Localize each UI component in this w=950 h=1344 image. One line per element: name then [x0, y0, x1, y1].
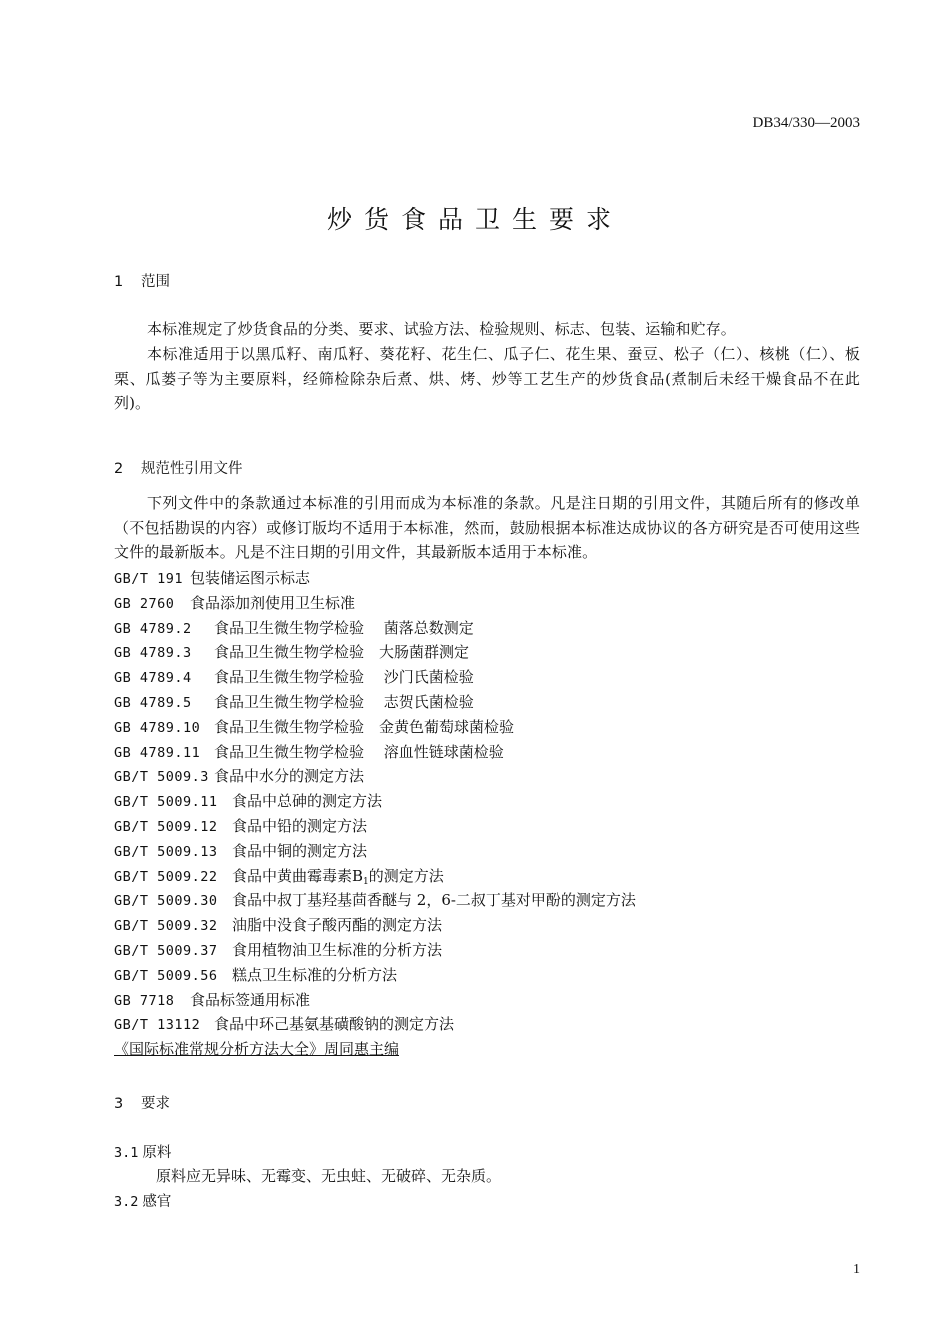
- normative-reference-list: [114, 566, 860, 1062]
- reference-code: GB 4789.11: [114, 744, 201, 761]
- reference-item: [114, 665, 860, 690]
- reference-code: GB/T 5009.11: [114, 794, 218, 811]
- reference-item: [114, 938, 860, 963]
- section-1-paragraph-2: 本标准适用于以黑瓜籽、南瓜籽、葵花籽、花生仁、瓜子仁、花生果、蚕豆、松子（仁）、核桃（仁）、板栗、瓜蒌子等为主要原料，经筛检除杂后煮、烘、烤、炒等工艺生产的炒货食品(煮制后未经干燥食品不在此列)。: [114, 345, 860, 412]
- reference-title: 食品卫生微生物学检验 志贺氏菌检验: [214, 692, 474, 711]
- reference-item: [114, 591, 860, 616]
- reference-title: 食品卫生微生物学检验 金黄色葡萄球菌检验: [214, 717, 515, 736]
- reference-code: GB/T 5009.12: [114, 818, 218, 835]
- reference-item: [114, 640, 860, 665]
- section-number: 2: [114, 461, 124, 477]
- reference-item: [114, 913, 860, 938]
- reference-code: GB/T 5009.32: [114, 918, 218, 935]
- section-3-heading: [114, 1092, 170, 1113]
- reference-code: GB/T 5009.37: [114, 942, 218, 959]
- reference-title: 食品卫生微生物学检验 溶血性链球菌检验: [214, 742, 504, 761]
- reference-code: GB/T 13112: [114, 1017, 201, 1034]
- reference-title: 食品中叔丁基羟基茴香醚与 2，6-二叔丁基对甲酚的测定方法: [232, 891, 636, 910]
- reference-title: 食品添加剂使用卫生标准: [190, 593, 356, 612]
- reference-item: [114, 566, 860, 591]
- reference-item: [114, 1037, 860, 1062]
- reference-item: [114, 715, 860, 740]
- reference-book: 《国际标准常规分析方法大全》周同惠主编: [114, 1040, 400, 1059]
- reference-title: 食品中总砷的测定方法: [232, 792, 383, 811]
- section-2-paragraph: 下列文件中的条款通过本标准的引用而成为本标准的条款。凡是注日期的引用文件，其随后所有的修改单（不包括勘误的内容）或修订版均不适用于本标准，然而，鼓励根据本标准达成协议的各方研究是否可使用这些文件的最新版本。凡是不注日期的引用文件，其最新版本适用于本标准。: [114, 494, 860, 561]
- subsection-3-1-text: 原料应无异味、无霉变、无虫蛀、无破碎、无杂质。: [156, 1167, 502, 1185]
- reference-title: 食品中环己基氨基磺酸钠的测定方法: [214, 1015, 455, 1034]
- reference-title: 食品卫生微生物学检验 沙门氏菌检验: [214, 668, 474, 687]
- page-number: 1: [853, 1262, 860, 1277]
- section-number: 3: [114, 1096, 124, 1112]
- reference-code: GB 7718: [114, 992, 175, 1009]
- reference-item: [114, 814, 860, 839]
- reference-item: [114, 616, 860, 641]
- reference-title: 食品中水分的测定方法: [214, 767, 365, 786]
- reference-code: GB 2760: [114, 595, 175, 612]
- reference-title-subscript: 1: [363, 876, 369, 887]
- reference-title: 糕点卫生标准的分析方法: [232, 965, 398, 984]
- reference-code: GB/T 5009.13: [114, 843, 218, 860]
- section-1-paragraph-1: 本标准规定了炒货食品的分类、要求、试验方法、检验规则、标志、包装、运输和贮存。: [147, 320, 736, 338]
- subsection-3-1-heading: [114, 1141, 171, 1162]
- reference-code: GB 4789.5: [114, 694, 192, 711]
- reference-item: [114, 690, 860, 715]
- reference-item: [114, 1012, 860, 1037]
- reference-item: [114, 963, 860, 988]
- reference-title: 食品卫生微生物学检验 菌落总数测定: [214, 618, 474, 637]
- reference-item: [114, 888, 860, 913]
- reference-title: 油脂中没食子酸丙酯的测定方法: [232, 916, 443, 935]
- reference-code: GB/T 5009.56: [114, 967, 218, 984]
- reference-title-suffix: 的测定方法: [368, 866, 444, 885]
- reference-code: GB 4789.3: [114, 645, 192, 662]
- reference-code: GB/T 5009.3: [114, 769, 209, 786]
- reference-title: 食用植物油卫生标准的分析方法: [232, 940, 443, 959]
- section-title: 规范性引用文件: [141, 461, 243, 477]
- subsection-title: 原料: [142, 1145, 172, 1161]
- reference-code: GB/T 5009.22: [114, 868, 218, 885]
- reference-title: 食品标签通用标准: [190, 990, 311, 1009]
- reference-code: GB 4789.2: [114, 620, 192, 637]
- reference-title-main: 食品中黄曲霉毒素B: [232, 866, 364, 885]
- reference-item: [114, 839, 860, 864]
- subsection-number: 3.2: [114, 1194, 139, 1210]
- reference-code: GB/T 5009.30: [114, 893, 218, 910]
- page-title: 炒货食品卫生要求: [326, 205, 623, 234]
- reference-code: GB 4789.10: [114, 719, 201, 736]
- section-1-heading: [114, 270, 170, 291]
- reference-item: [114, 864, 860, 889]
- reference-title: 食品中铜的测定方法: [232, 841, 368, 860]
- reference-code: GB/T 191: [114, 571, 184, 587]
- section-2-heading: [114, 457, 243, 478]
- section-title: 范围: [141, 274, 170, 290]
- reference-item: [114, 988, 860, 1013]
- reference-code: GB 4789.4: [114, 670, 192, 687]
- document-code: DB34/330—2003: [752, 115, 860, 131]
- subsection-3-2-heading: [114, 1190, 171, 1211]
- section-title: 要求: [141, 1096, 170, 1112]
- section-number: 1: [114, 274, 124, 290]
- reference-title: 包装储运图示标志: [190, 569, 311, 587]
- subsection-title: 感官: [142, 1194, 172, 1210]
- reference-title: 食品卫生微生物学检验 大肠菌群测定: [214, 643, 470, 662]
- reference-item: [114, 740, 860, 765]
- reference-item: [114, 789, 860, 814]
- reference-item: [114, 764, 860, 789]
- reference-title: 食品中铅的测定方法: [232, 816, 368, 835]
- subsection-number: 3.1: [114, 1145, 139, 1161]
